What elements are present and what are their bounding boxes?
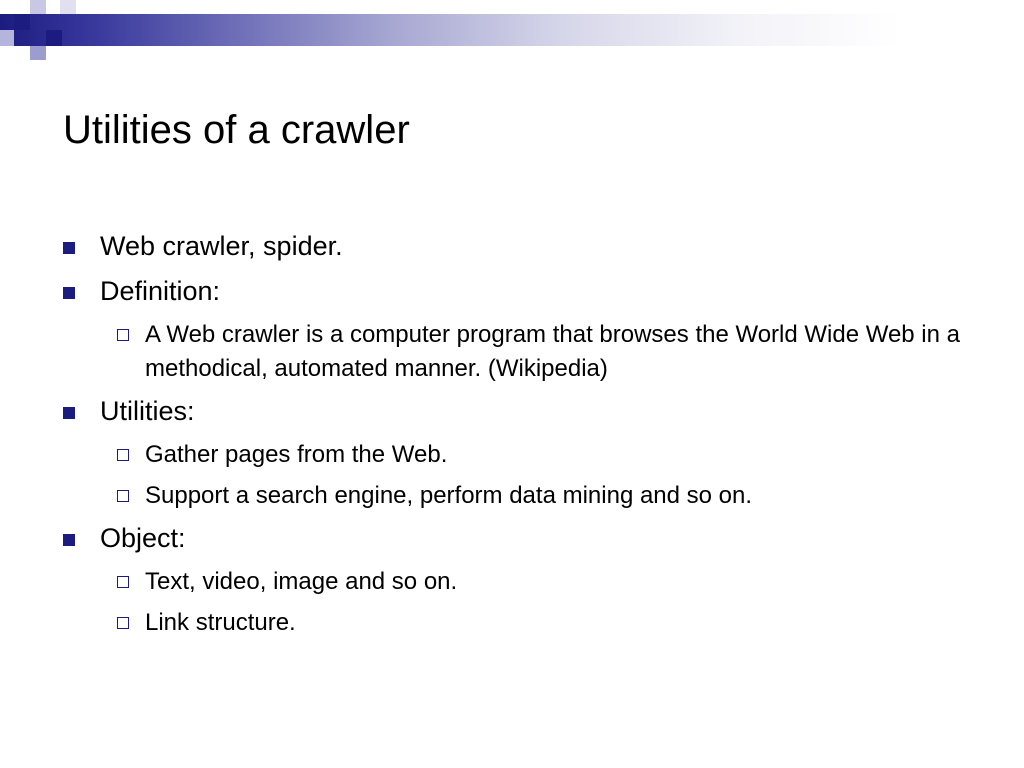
bullet-text: Definition: [100, 276, 221, 306]
bullet-text: Object: [100, 523, 186, 553]
bullet-item [63, 520, 963, 556]
sub-bullet-item [63, 565, 963, 599]
square-bullet-icon [63, 534, 75, 546]
bullet-list [63, 228, 963, 647]
sub-bullet-text: Link structure. [145, 609, 296, 636]
square-bullet-icon [63, 242, 75, 254]
hollow-square-bullet-icon [117, 449, 129, 461]
hollow-square-bullet-icon [117, 617, 129, 629]
sub-bullet-item [63, 606, 963, 640]
bullet-item [63, 273, 963, 309]
sub-bullet-text: Support a search engine, perform data mining and so on. [145, 482, 753, 509]
square-bullet-icon [63, 287, 75, 299]
decor-square [60, 0, 76, 14]
bullet-item [63, 393, 963, 429]
slide-title: Utilities of a crawler [63, 108, 410, 152]
square-bullet-icon [63, 407, 75, 419]
sub-bullet-text: Gather pages from the Web. [145, 441, 448, 468]
sub-bullet-item [63, 479, 963, 513]
decor-square [46, 30, 62, 46]
sub-bullet-item [63, 438, 963, 472]
decor-square [14, 14, 30, 30]
header-gradient-band [0, 14, 1024, 46]
bullet-text: Utilities: [100, 396, 195, 426]
decor-square [30, 0, 46, 14]
decor-square [30, 46, 46, 60]
sub-bullet-item [63, 318, 963, 386]
hollow-square-bullet-icon [117, 576, 129, 588]
bullet-text: Web crawler, spider. [100, 231, 343, 261]
bullet-item [63, 228, 963, 264]
decor-square [0, 30, 14, 46]
sub-bullet-text: A Web crawler is a computer program that browses the World Wide Web in a methodical, automated manner. (Wikipedia) [145, 321, 961, 382]
sub-bullet-text: Text, video, image and so on. [145, 568, 458, 595]
hollow-square-bullet-icon [117, 329, 129, 341]
hollow-square-bullet-icon [117, 490, 129, 502]
